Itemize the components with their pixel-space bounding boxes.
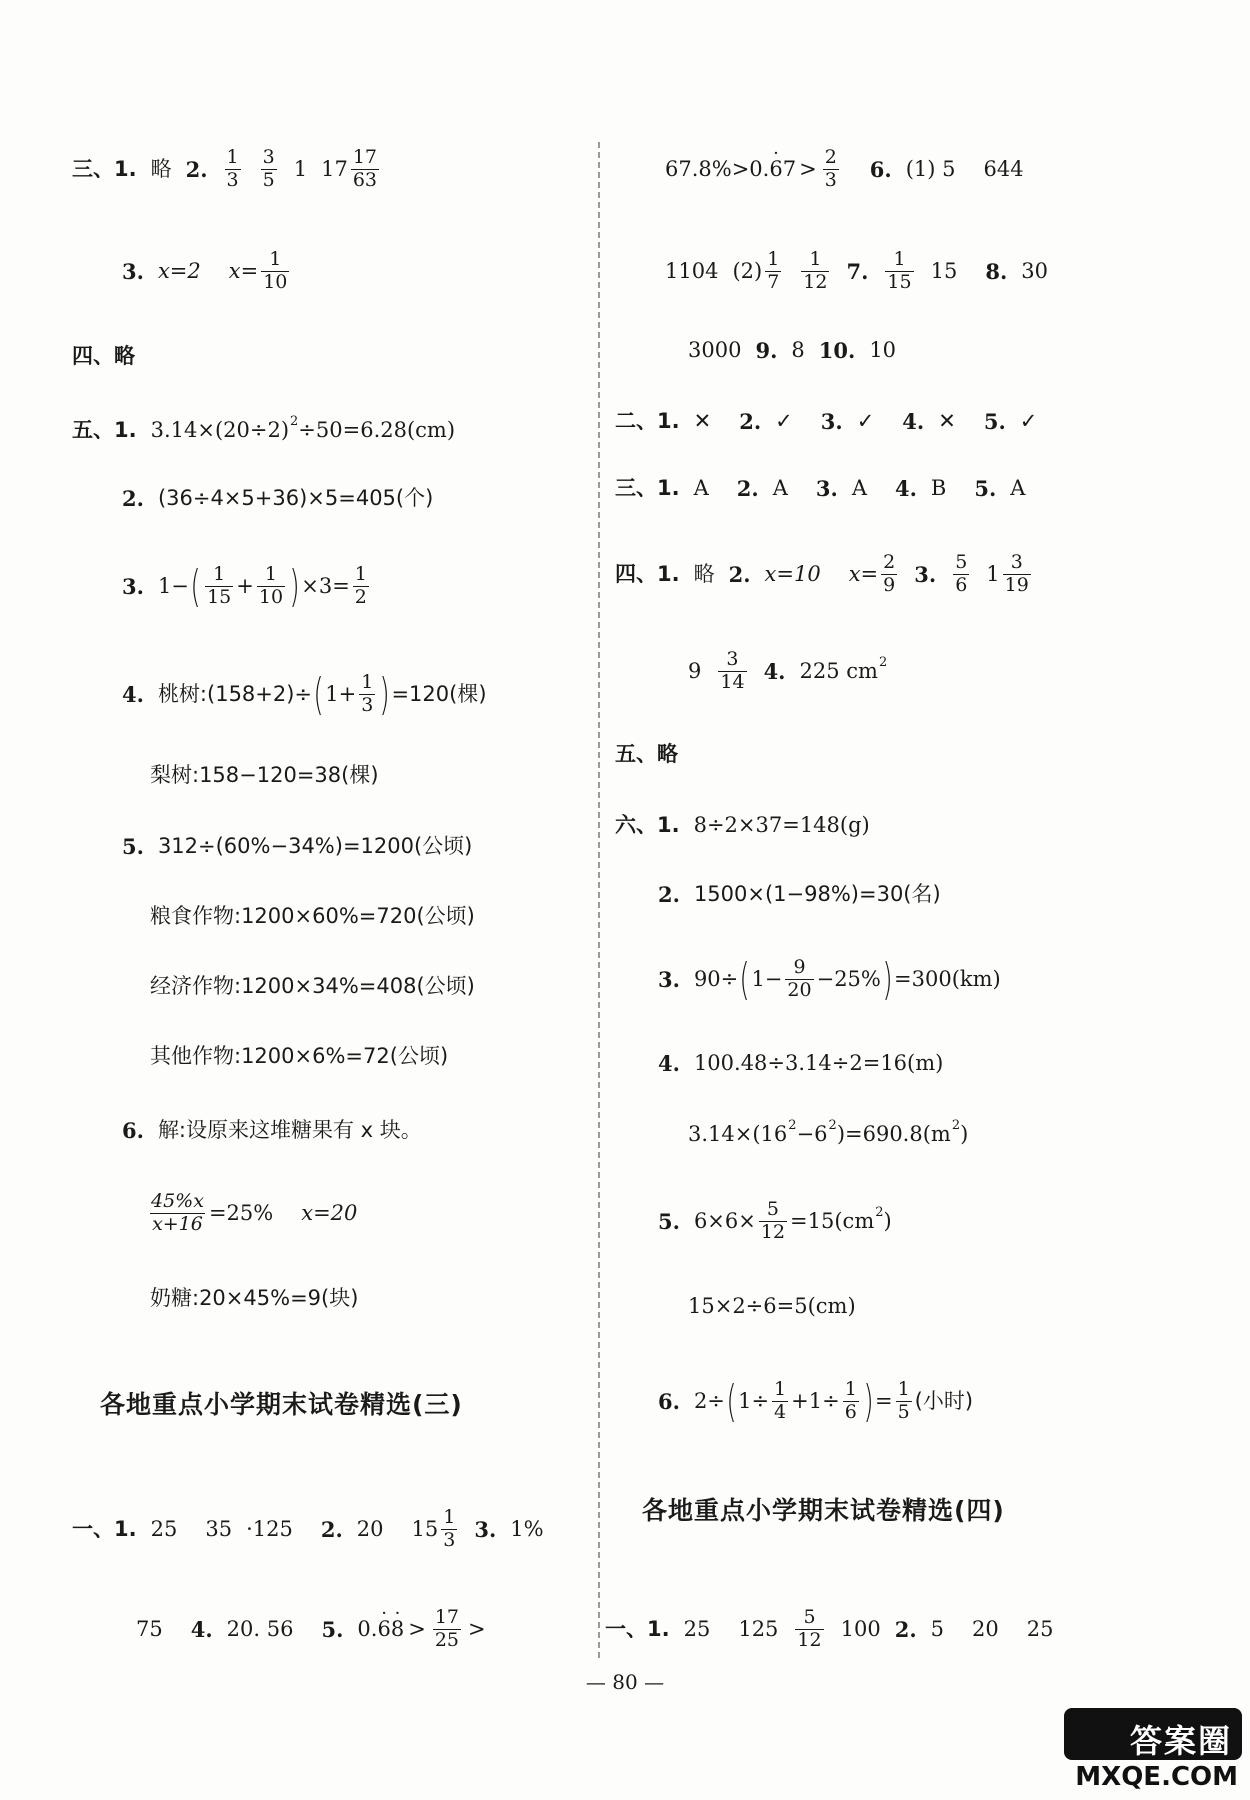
answer: x=2: [157, 258, 201, 283]
superscript: 2: [878, 654, 888, 670]
item-number: 2.: [658, 882, 680, 907]
answer: 1%: [510, 1516, 544, 1541]
check-icon: ✓: [856, 409, 875, 433]
paren-close: ): [882, 953, 893, 1005]
left-wu-4: [122, 668, 487, 720]
answer: 7: [782, 156, 797, 181]
item-number: 2.: [122, 486, 144, 511]
left-yi-line1: [72, 1508, 544, 1551]
paren-open: (: [739, 953, 751, 1005]
item-number: 6.: [122, 1118, 144, 1143]
equation: −25%: [816, 966, 881, 991]
fraction: $\frac{1}{6}$: [844, 1378, 857, 1423]
right-liu-5: [658, 1200, 892, 1243]
equation: ×3=: [301, 573, 350, 598]
right-liu-6: [658, 1375, 974, 1427]
superscript: 2: [290, 414, 299, 429]
item-number: 5.: [122, 834, 144, 859]
item-number: 4.: [902, 409, 925, 434]
left-wu-5-line2: 粮食作物:1200×60%=720(公顷): [150, 904, 475, 928]
answer: (1) 5: [905, 156, 956, 181]
fraction: $\frac{1}{10}$: [263, 248, 288, 293]
item-number: 4.: [763, 658, 786, 684]
equation: 1+: [325, 681, 357, 706]
equation: ): [883, 1208, 892, 1233]
right-er-line: [615, 411, 1037, 432]
equation: )=690.8(m: [836, 1122, 951, 1146]
item-number: 3.: [820, 409, 843, 434]
equation: 6×6×: [693, 1208, 756, 1233]
answer: 1: [293, 156, 308, 181]
fraction: $\frac{3}{19}$: [1004, 551, 1029, 596]
right-liu-5-line2: 15×2÷6=5(cm): [688, 1294, 856, 1318]
equation: 100.48÷3.14÷2=16(m): [693, 1051, 944, 1075]
section-label: 一、1.: [72, 1516, 137, 1541]
equation: 1500×(1−98%)=30(名): [693, 882, 941, 906]
fraction: $\frac{5}{12}$: [760, 1198, 786, 1243]
column-divider: [598, 142, 600, 1658]
left-wu-4-line2: 梨树:158−120=38(棵): [150, 763, 379, 787]
operator: >: [799, 156, 817, 181]
repeating-digit: · 6: [377, 1619, 390, 1640]
equation: =300(km): [894, 966, 1001, 991]
item-number: 10.: [818, 338, 856, 363]
fraction: $\frac{2}{3}$: [824, 146, 837, 191]
right-wu-line: 五、略: [615, 742, 678, 766]
fraction: $\frac{1}{3}$: [226, 146, 239, 191]
left-yi-line2: [136, 1608, 486, 1651]
left-wu-6: [122, 1120, 422, 1141]
equation: 1−: [157, 573, 189, 598]
operator: >: [408, 1616, 426, 1641]
fraction: $\frac{1}{15}$: [207, 563, 232, 608]
equation: =25%: [208, 1200, 274, 1225]
equation: 1÷: [738, 1388, 770, 1413]
answer: 9: [688, 658, 702, 683]
item-number: 8.: [985, 258, 1008, 284]
paren-close: ): [379, 668, 391, 720]
equation: =15(cm: [790, 1208, 875, 1233]
item-number: 3.: [658, 966, 680, 992]
answer: 10: [869, 338, 897, 362]
answer: A: [851, 476, 867, 500]
paren-open: (: [726, 1375, 737, 1427]
answer: B: [930, 476, 947, 500]
equation: −6: [796, 1122, 828, 1146]
answer: 225 cm: [799, 658, 878, 683]
answer: 8: [791, 338, 805, 362]
answer: 644: [983, 156, 1024, 181]
equation: 2÷: [693, 1388, 725, 1413]
answer: A: [772, 476, 788, 500]
left-wu-5-line4: 其他作物:1200×6%=72(公顷): [150, 1044, 449, 1068]
fraction: $\frac{1}{10}$: [258, 563, 284, 608]
answer: 25: [1026, 1616, 1054, 1641]
equation: (36÷4×5+36)×5=405(个): [157, 486, 434, 510]
section-label: 四、1.: [615, 561, 680, 586]
section-label: 一、1.: [605, 1616, 670, 1641]
equation: =120(棵): [391, 681, 487, 706]
answer: 67.8%>0.: [665, 156, 770, 181]
item-number: 9.: [755, 338, 778, 363]
fraction: $\frac{3}{5}$: [262, 146, 275, 191]
fraction: $\frac{2}{9}$: [883, 551, 896, 596]
answer: 1104: [665, 258, 719, 283]
answer: 100: [840, 1616, 881, 1641]
answer: 20: [356, 1516, 384, 1541]
answer: 75: [136, 1616, 163, 1641]
item-number: 4.: [658, 1051, 680, 1076]
right-si-line1: [615, 553, 1034, 596]
item-number: 2.: [320, 1516, 343, 1542]
operator: >: [468, 1616, 486, 1641]
fraction: $\frac{1}{7}$: [767, 248, 780, 293]
cross-icon: ✕: [693, 409, 712, 433]
item-number: 2.: [728, 561, 751, 587]
left-wu-6-last: 奶糖:20×45%=9(块): [150, 1286, 359, 1310]
answer: A: [1010, 476, 1026, 500]
page-number: — 80 —: [585, 1670, 665, 1694]
equation: =: [874, 1388, 893, 1413]
left-si-line: 四、略: [72, 344, 135, 368]
paren-open: (: [313, 668, 324, 720]
item-number: 4.: [122, 681, 144, 707]
item-number: 5.: [658, 1208, 680, 1234]
item-number: 3.: [122, 573, 144, 599]
item-number: 7.: [846, 258, 869, 284]
answer: 25: [683, 1616, 711, 1641]
equation: 3.14×(16: [688, 1122, 788, 1146]
item-number: 6.: [869, 156, 892, 182]
check-icon: ✓: [775, 409, 793, 433]
fraction: $\frac{45\%x}{x+16}$: [151, 1190, 204, 1235]
item-number: 3.: [914, 561, 937, 587]
answer: A: [693, 476, 709, 500]
fraction: $\frac{1}{4}$: [774, 1378, 787, 1423]
right-line1: [665, 148, 1024, 191]
fraction: $\frac{1}{3}$: [443, 1506, 456, 1551]
check-icon: ✓: [1019, 409, 1038, 433]
section-label: 六、1.: [615, 813, 680, 837]
equation: ÷50=6.28(cm): [298, 418, 456, 442]
item-number: 5.: [974, 476, 997, 501]
fraction: $\frac{1}{5}$: [897, 1378, 910, 1423]
answer: x=10: [764, 561, 821, 586]
section-label: 三、1.: [72, 156, 137, 181]
left-wu-1: [72, 414, 456, 442]
equation: 解:设原来这堆糖果有 x 块。: [157, 1118, 422, 1142]
left-san-line2: [122, 250, 292, 293]
left-wu-6-equation: [146, 1192, 357, 1235]
item-number: 3.: [815, 476, 838, 501]
section-label: 五、1.: [72, 418, 137, 442]
equation: (小时): [914, 1388, 974, 1413]
item-number: 2.: [736, 476, 759, 501]
answer: 3000: [688, 338, 742, 362]
right-liu-3: [658, 953, 1001, 1005]
watermark-url-text: MXQE.COM: [1075, 1762, 1238, 1792]
answer: 略: [150, 156, 172, 181]
left-wu-5-line3: 经济作物:1200×34%=408(公顷): [150, 974, 475, 998]
answer: x=: [848, 561, 879, 586]
superscript: 2: [788, 1118, 797, 1133]
fraction: $\frac{1}{2}$: [354, 563, 367, 608]
right-liu-2: [658, 884, 941, 905]
fraction: $\frac{9}{20}$: [787, 956, 812, 1001]
fraction: $\frac{5}{6}$: [955, 551, 968, 596]
answer: 17: [321, 156, 348, 181]
item-number: 3.: [474, 1516, 497, 1542]
item-number: 2.: [894, 1616, 917, 1642]
fraction: $\frac{1}{3}$: [361, 671, 374, 716]
answer: 1: [986, 561, 1000, 586]
fraction: $\frac{1}{15}$: [887, 248, 912, 293]
item-number: 2.: [185, 156, 208, 182]
answer: 略: [693, 561, 715, 586]
item-number: 5.: [983, 409, 1006, 434]
right-liu-4-line2: [688, 1118, 969, 1146]
equation: 1−: [751, 966, 783, 991]
equation: 312÷(60%−34%)=1200(公顷): [157, 834, 473, 858]
section-heading-4: 各地重点小学期末试卷精选(四): [642, 1496, 1005, 1525]
left-wu-3: [122, 560, 372, 612]
watermark-logo: [1064, 1708, 1242, 1794]
fraction: $\frac{3}{14}$: [720, 648, 745, 693]
item-number: 6.: [658, 1388, 680, 1414]
answer: 20: [972, 1616, 999, 1641]
superscript: 2: [875, 1204, 884, 1220]
right-san-line: [615, 478, 1025, 499]
fraction: $\frac{17}{25}$: [434, 1606, 459, 1651]
section-heading-3: 各地重点小学期末试卷精选(三): [100, 1390, 463, 1419]
answer: x=: [228, 258, 259, 283]
left-san-line1: [72, 148, 382, 191]
answer: 25: [150, 1516, 178, 1541]
fraction: $\frac{1}{12}$: [803, 248, 828, 293]
right-line3: [688, 340, 896, 361]
equation: 90÷: [693, 966, 739, 991]
left-wu-2: [122, 488, 433, 509]
answer: 15: [930, 258, 958, 283]
equation: x=20: [301, 1200, 358, 1225]
answer: 30: [1021, 258, 1049, 283]
item-number: 5.: [321, 1616, 344, 1642]
right-liu-1: [615, 815, 870, 836]
item-number: 2.: [739, 409, 762, 434]
left-wu-5: [122, 836, 472, 857]
superscript: 2: [951, 1118, 961, 1133]
superscript: 2: [828, 1118, 837, 1133]
equation: 3.14×(20÷2): [150, 418, 290, 442]
paren-close: ): [863, 1375, 874, 1427]
answer: 125: [738, 1616, 779, 1641]
operator: +: [236, 573, 254, 598]
equation: 8÷2×37=148(g): [693, 813, 870, 837]
paren-open: (: [190, 560, 201, 612]
answer: 15: [411, 1516, 439, 1541]
watermark-top-text: 答案圈: [1129, 1722, 1232, 1760]
fraction: $\frac{17}{63}$: [352, 146, 378, 191]
answer: 0.: [357, 1616, 378, 1641]
section-label: 二、1.: [615, 409, 680, 433]
equation: ): [960, 1122, 969, 1146]
equation: +1÷: [791, 1388, 840, 1413]
section-label: 三、1.: [615, 476, 680, 500]
answer: 20. 56: [226, 1616, 294, 1641]
equation: 桃树:(158+2)÷: [157, 681, 313, 706]
repeating-digit: · 6: [769, 159, 782, 180]
item-number: 3.: [122, 258, 144, 284]
answer: 5: [930, 1616, 945, 1641]
answer: ·125: [246, 1516, 293, 1541]
cross-icon: ✕: [938, 409, 956, 433]
right-liu-4: [658, 1053, 943, 1074]
right-si-line2: [688, 650, 887, 693]
right-line2: [665, 250, 1048, 293]
item-number: 4.: [190, 1616, 213, 1642]
answer: (2): [732, 258, 763, 283]
paren-close: ): [289, 560, 300, 612]
fraction: $\frac{5}{12}$: [797, 1606, 822, 1651]
right-yi-line: [605, 1608, 1053, 1651]
answer: 35: [205, 1516, 233, 1541]
item-number: 4.: [894, 476, 917, 501]
repeating-digit: · 8: [391, 1619, 404, 1640]
